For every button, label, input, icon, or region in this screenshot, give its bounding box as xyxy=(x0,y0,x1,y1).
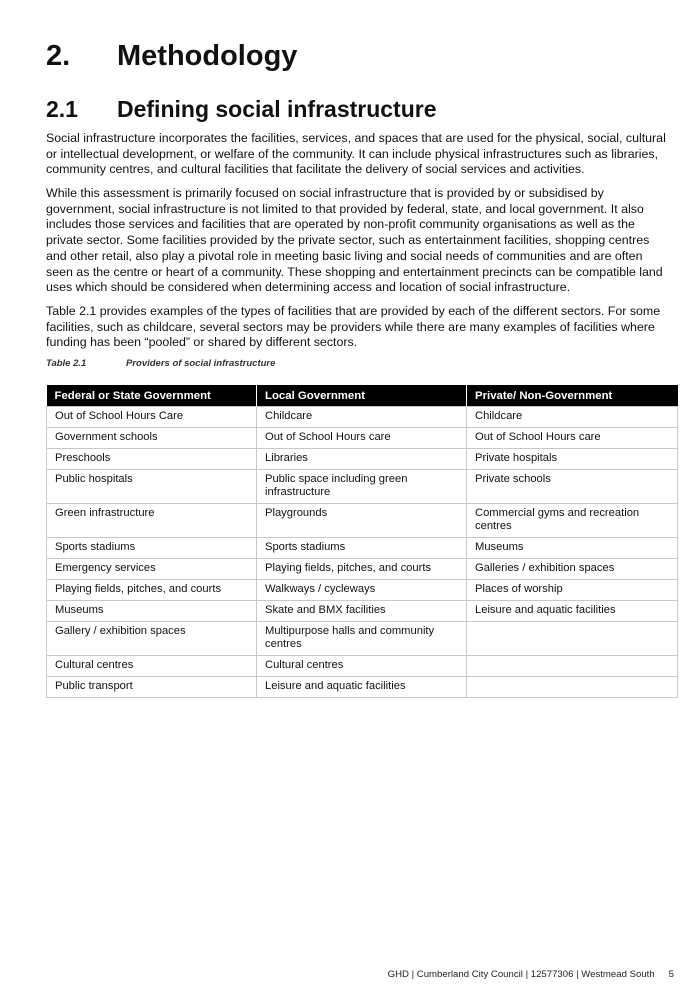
table-cell xyxy=(467,656,678,677)
table-cell: Leisure and aquatic facilities xyxy=(257,677,467,698)
table-cell xyxy=(467,677,678,698)
table-row xyxy=(47,656,678,677)
subsection-number: 2.1 xyxy=(46,96,78,122)
table-cell: Preschools xyxy=(47,449,257,470)
providers-table xyxy=(46,385,678,698)
page-number: 5 xyxy=(668,969,674,980)
table-caption-number: Table 2.1 xyxy=(46,358,87,369)
table-cell: Museums xyxy=(47,601,257,622)
table-cell: Public hospitals xyxy=(47,470,257,504)
table-header-row xyxy=(47,385,678,407)
table-cell: Cultural centres xyxy=(47,656,257,677)
table-cell: Private schools xyxy=(467,470,678,504)
table-cell: Galleries / exhibition spaces xyxy=(467,559,678,580)
subsection-title: Defining social infrastructure xyxy=(117,96,437,122)
table-cell: Emergency services xyxy=(47,559,257,580)
table-caption xyxy=(46,358,275,369)
paragraph-1: Social infrastructure incorporates the facilities, services, and spaces that are used for the physical, social, cultural or intellectual development, or welfare of the community. It can include physical infrastructures such as libraries, community centres, and cultural facilities that facilitate the delivery of social services and activities. xyxy=(46,131,666,177)
table-cell: Libraries xyxy=(257,449,467,470)
table-cell: Private hospitals xyxy=(467,449,678,470)
table-cell: Childcare xyxy=(257,407,467,428)
table-cell: Playing fields, pitches, and courts xyxy=(47,580,257,601)
table-row xyxy=(47,559,678,580)
section-title: Methodology xyxy=(117,40,298,72)
table-cell: Public transport xyxy=(47,677,257,698)
table-cell: Commercial gyms and recreation centres xyxy=(467,504,678,538)
paragraph-3: Table 2.1 provides examples of the types of facilities that are provided by each of the different sectors. For some facilities, such as childcare, several sectors may be providers while there are many examples of facilities where funding has been “pooled” or shared by different sectors. xyxy=(46,304,661,350)
table-row xyxy=(47,449,678,470)
table-row xyxy=(47,428,678,449)
table-cell: Gallery / exhibition spaces xyxy=(47,622,257,656)
table-caption-title: Providers of social infrastructure xyxy=(126,358,276,369)
table-cell xyxy=(467,622,678,656)
table-row xyxy=(47,470,678,504)
table-cell: Government schools xyxy=(47,428,257,449)
table-row xyxy=(47,407,678,428)
table-cell: Leisure and aquatic facilities xyxy=(467,601,678,622)
table-cell: Green infrastructure xyxy=(47,504,257,538)
table-cell: Playgrounds xyxy=(257,504,467,538)
table-cell: Museums xyxy=(467,538,678,559)
table-row xyxy=(47,677,678,698)
table-cell: Out of School Hours care xyxy=(257,428,467,449)
subsection-heading xyxy=(46,96,437,123)
column-header: Federal or State Government xyxy=(47,385,257,407)
column-header: Private/ Non-Government xyxy=(467,385,678,407)
table-cell: Out of School Hours Care xyxy=(47,407,257,428)
table-cell: Playing fields, pitches, and courts xyxy=(257,559,467,580)
table-cell: Skate and BMX facilities xyxy=(257,601,467,622)
page-footer xyxy=(388,969,674,980)
table-cell: Public space including green infrastructure xyxy=(257,470,467,504)
paragraph-2: While this assessment is primarily focused on social infrastructure that is provided by or subsidised by government, social infrastructure is not limited to that provided by federal, state, and local government. It also includes those services and facilities that are operated by non-profit community organisations as well as the private sector. Some facilities provided by the private sector, such as entertainment facilities, shopping centres and other retail, also play a pivotal role in meeting basic living and social needs of communities and are often seen as the centre or heart of a community. These shopping and entertainment precincts can be compatible land uses which should be considered when determining access and location of social infrastructure. xyxy=(46,186,663,295)
table-cell: Multipurpose halls and community centres xyxy=(257,622,467,656)
table-cell: Sports stadiums xyxy=(257,538,467,559)
table-row xyxy=(47,504,678,538)
table-row xyxy=(47,622,678,656)
column-header: Local Government xyxy=(257,385,467,407)
table-cell: Walkways / cycleways xyxy=(257,580,467,601)
table-row xyxy=(47,601,678,622)
table-cell: Sports stadiums xyxy=(47,538,257,559)
section-number: 2. xyxy=(46,40,71,72)
table-row xyxy=(47,580,678,601)
section-heading xyxy=(46,40,297,73)
table-cell: Cultural centres xyxy=(257,656,467,677)
footer-text: GHD | Cumberland City Council | 12577306 | Westmead South xyxy=(387,969,655,980)
table-row xyxy=(47,538,678,559)
table-cell: Out of School Hours care xyxy=(467,428,678,449)
table-cell: Places of worship xyxy=(467,580,678,601)
table-cell: Childcare xyxy=(467,407,678,428)
